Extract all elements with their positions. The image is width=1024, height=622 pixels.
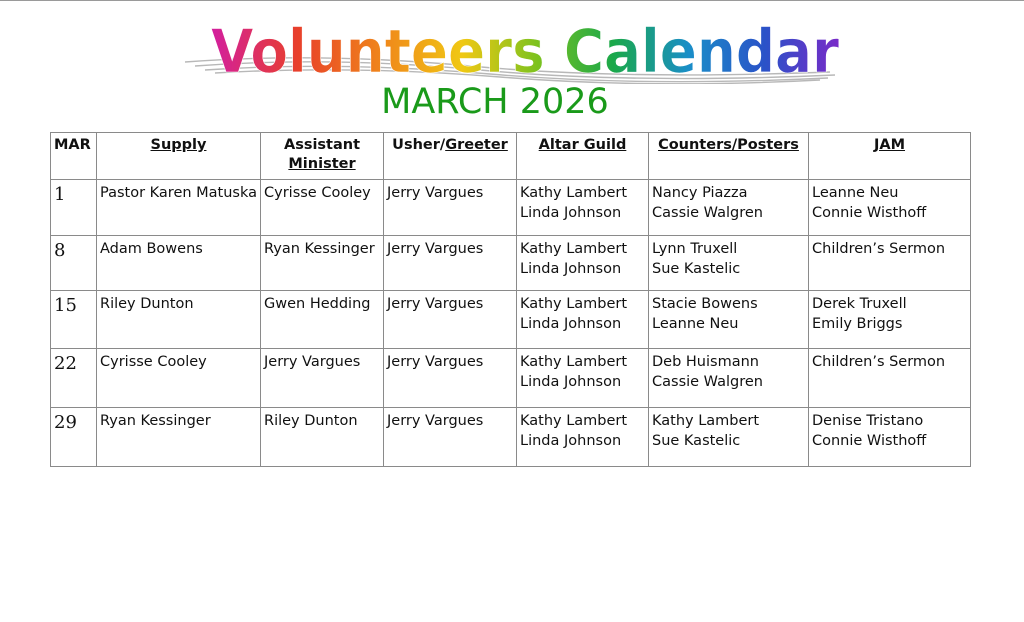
- title-banner: [0, 6, 1024, 84]
- jam-cell: [809, 291, 971, 349]
- jam-name: Leanne Neu: [812, 185, 899, 201]
- usher-cell: Jerry Vargues: [384, 236, 517, 291]
- table-row: [51, 349, 971, 408]
- altar-name: Kathy Lambert: [520, 296, 628, 312]
- counters-cell: [649, 349, 809, 408]
- altar-name: Kathy Lambert: [520, 354, 628, 370]
- counters-name: Nancy Piazza: [652, 185, 748, 201]
- counters-name: Lynn Truxell: [652, 241, 738, 257]
- header-supply-label: Supply: [150, 137, 207, 153]
- assistant-cell: Cyrisse Cooley: [261, 180, 384, 236]
- counters-name: Cassie Walgren: [652, 205, 763, 221]
- usher-cell: Jerry Vargues: [384, 180, 517, 236]
- table-row: [51, 180, 971, 236]
- top-border-line: [0, 0, 1024, 1]
- jam-name: Connie Wisthoff: [812, 433, 927, 449]
- jam-cell: [809, 180, 971, 236]
- altar-name: Kathy Lambert: [520, 241, 628, 257]
- table-row: [51, 408, 971, 467]
- header-altar-label: Altar Guild: [538, 137, 627, 153]
- usher-cell: Jerry Vargues: [384, 408, 517, 467]
- altar-name: Kathy Lambert: [520, 413, 628, 429]
- counters-cell: [649, 408, 809, 467]
- supply-cell: Ryan Kessinger: [97, 408, 261, 467]
- month-subtitle: MARCH 2026: [381, 82, 609, 122]
- supply-cell: Adam Bowens: [97, 236, 261, 291]
- altar-cell: [517, 291, 649, 349]
- counters-cell: [649, 236, 809, 291]
- jam-cell: [809, 349, 971, 408]
- counters-cell: [649, 180, 809, 236]
- header-greeter-label: Greeter: [445, 137, 508, 153]
- table-row: [51, 291, 971, 349]
- counters-name: Sue Kastelic: [652, 261, 741, 277]
- supply-cell: Riley Dunton: [97, 291, 261, 349]
- usher-cell: Jerry Vargues: [384, 291, 517, 349]
- title-wordart: [0, 6, 1024, 84]
- counters-name: Kathy Lambert: [652, 413, 760, 429]
- jam-name: Children’s Sermon: [812, 354, 946, 370]
- altar-cell: [517, 408, 649, 467]
- header-minister-label: Minister: [288, 156, 356, 172]
- header-altar-guild: [517, 133, 649, 180]
- jam-name: Children’s Sermon: [812, 241, 946, 257]
- header-assistant-minister: [261, 133, 384, 180]
- usher-cell: Jerry Vargues: [384, 349, 517, 408]
- assistant-cell: Ryan Kessinger: [261, 236, 384, 291]
- altar-cell: [517, 180, 649, 236]
- supply-cell: Pastor Karen Matuska: [97, 180, 261, 236]
- altar-name: Linda Johnson: [520, 205, 622, 221]
- altar-name: Linda Johnson: [520, 374, 622, 390]
- jam-name: Derek Truxell: [812, 296, 907, 312]
- altar-name: Kathy Lambert: [520, 185, 628, 201]
- header-counters-label: Counters/Posters: [658, 137, 799, 153]
- altar-cell: [517, 236, 649, 291]
- header-jam-label: JAM: [873, 137, 906, 153]
- header-assistant-label: Assistant: [283, 137, 361, 153]
- header-usher-label: Usher/: [392, 137, 446, 153]
- jam-name: Connie Wisthoff: [812, 205, 927, 221]
- jam-name: Denise Tristano: [812, 413, 924, 429]
- date-cell: 8: [51, 236, 97, 291]
- counters-name: Stacie Bowens: [652, 296, 758, 312]
- header-row: [51, 133, 971, 180]
- date-cell: 15: [51, 291, 97, 349]
- assistant-cell: Gwen Hedding: [261, 291, 384, 349]
- page-title: Volunteers Calendar: [211, 17, 840, 84]
- counters-name: Cassie Walgren: [652, 374, 763, 390]
- header-mar: MAR: [51, 133, 97, 180]
- altar-name: Linda Johnson: [520, 316, 622, 332]
- jam-cell: [809, 408, 971, 467]
- assistant-cell: Riley Dunton: [261, 408, 384, 467]
- date-cell: 1: [51, 180, 97, 236]
- header-supply: [97, 133, 261, 180]
- counters-cell: [649, 291, 809, 349]
- altar-name: Linda Johnson: [520, 261, 622, 277]
- altar-name: Linda Johnson: [520, 433, 622, 449]
- jam-cell: [809, 236, 971, 291]
- altar-cell: [517, 349, 649, 408]
- jam-name: Emily Briggs: [812, 316, 903, 332]
- header-jam: [809, 133, 971, 180]
- supply-cell: Cyrisse Cooley: [97, 349, 261, 408]
- date-cell: 29: [51, 408, 97, 467]
- assistant-cell: Jerry Vargues: [261, 349, 384, 408]
- table-row: [51, 236, 971, 291]
- header-counters-posters: [649, 133, 809, 180]
- counters-name: Leanne Neu: [652, 316, 739, 332]
- date-cell: 22: [51, 349, 97, 408]
- header-usher-greeter: [384, 133, 517, 180]
- counters-name: Sue Kastelic: [652, 433, 741, 449]
- counters-name: Deb Huismann: [652, 354, 759, 370]
- volunteers-table: [50, 132, 971, 467]
